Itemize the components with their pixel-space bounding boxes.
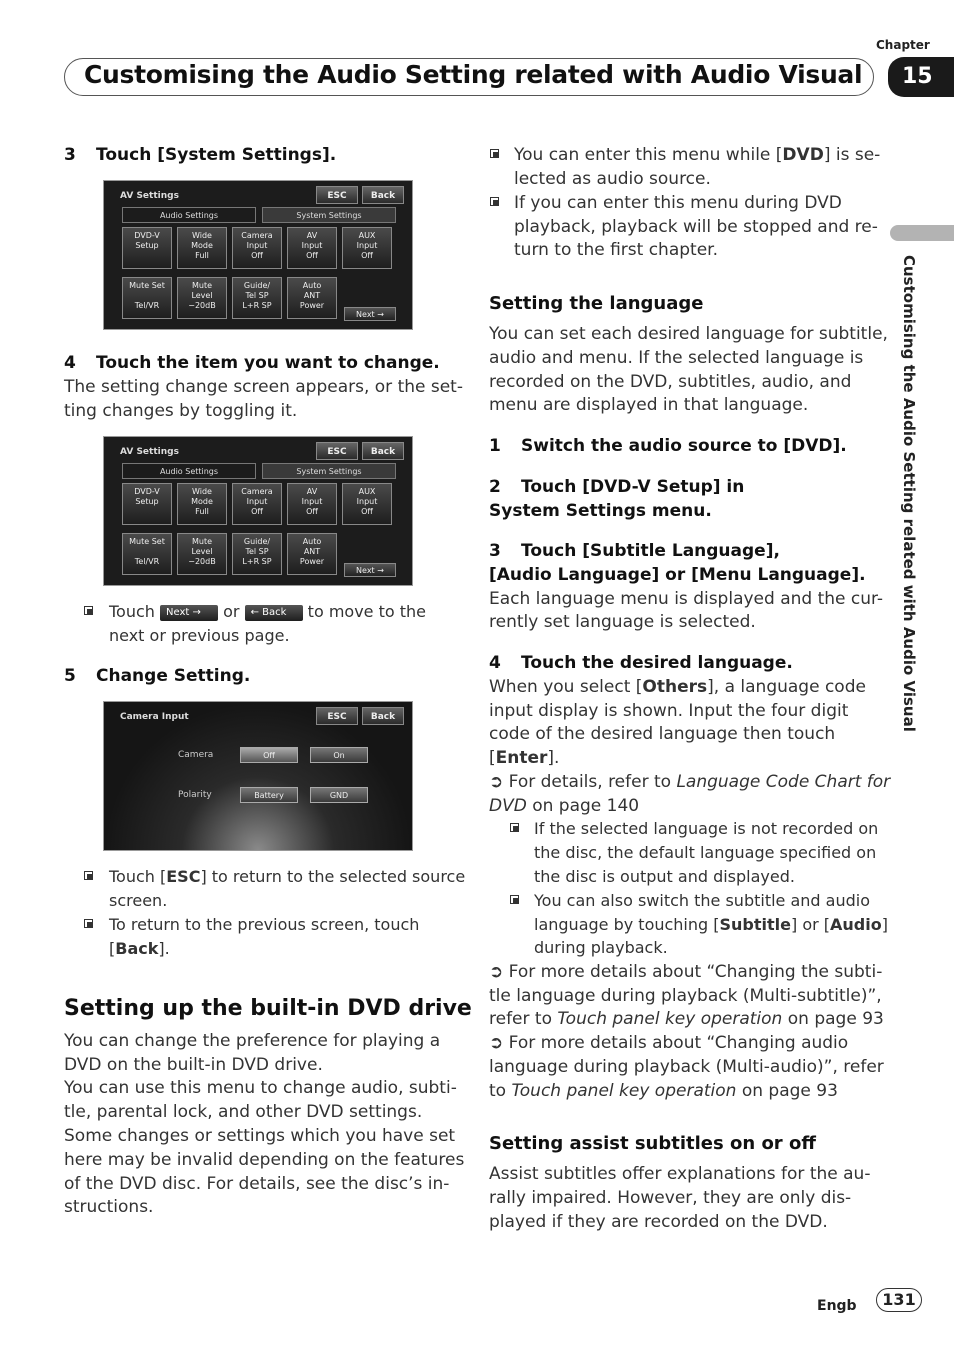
note-text: language by touching [: [534, 915, 720, 934]
back-button: Back: [362, 186, 404, 204]
reference-arrow-icon: ➲: [489, 962, 504, 982]
note-text: ] to return to the selected source: [200, 867, 466, 886]
note-text: Touch [: [109, 867, 167, 886]
lang-step-1: [489, 434, 847, 458]
note-text: [: [109, 939, 116, 958]
note-playback-line-3: turn to the first chapter.: [514, 240, 718, 260]
ref-text: to: [489, 1081, 512, 1101]
reference-multi-audio-1: [489, 1031, 848, 1055]
side-tab-marker: [890, 225, 954, 241]
step-4-touch-item: [64, 351, 440, 375]
section-line: structions.: [64, 1197, 154, 1217]
reference-multi-subtitle-2: tle language during playback (Multi-subtitle)”,: [489, 986, 882, 1006]
note-text: ] or [: [790, 915, 831, 934]
ref-text: on page 140: [526, 796, 640, 816]
lang-step-4: [489, 651, 793, 675]
note-esc: [109, 865, 465, 889]
note-text: ]: [881, 915, 888, 934]
subnote-2-line-2: [534, 913, 888, 937]
desc-text: [: [489, 748, 496, 768]
note-bullet-icon: [510, 823, 519, 832]
step-text: Touch [System Settings].: [96, 145, 337, 165]
next-button: Next →: [344, 563, 396, 577]
section-line: here may be invalid depending on the features: [64, 1150, 465, 1170]
tab-audio-settings: Audio Settings: [122, 463, 256, 479]
mute-level-button: Mute Level −20dB: [177, 533, 227, 575]
note-playback-line-1: If you can enter this menu during DVD: [514, 193, 842, 213]
note-text: to move to the: [307, 602, 426, 621]
language-line: audio and menu. If the selected language is: [489, 348, 864, 368]
reference-arrow-icon: ➲: [489, 772, 504, 792]
polarity-battery-button: Battery: [240, 787, 298, 803]
heading-assist-subtitles: Setting assist subtitles on or off: [489, 1133, 816, 1154]
camera-input-button: Camera Input Off: [232, 483, 282, 525]
section-line: of the DVD disc. For details, see the disc’s in-: [64, 1174, 450, 1194]
screenshot-camera-input: [103, 701, 413, 851]
back-inline-button-image: ← Back: [245, 605, 303, 621]
key-esc: ESC: [166, 867, 201, 886]
chapter-label: Chapter: [876, 38, 930, 52]
chapter-number-badge: 15: [888, 57, 954, 97]
screen-title: Camera Input: [120, 712, 189, 722]
section-line: DVD on the built-in DVD drive.: [64, 1055, 323, 1075]
screen-title: AV Settings: [120, 191, 179, 201]
step-number: 5: [64, 666, 76, 686]
step-text: Change Setting.: [96, 666, 251, 686]
tab-audio-settings: Audio Settings: [122, 207, 256, 223]
note-text: or: [223, 602, 240, 621]
step-3-system-settings: [64, 143, 336, 167]
note-bullet-icon: [84, 606, 93, 615]
next-inline-button-image: Next →: [160, 605, 218, 621]
lang-step-4-desc-3: code of the desired language then touch: [489, 724, 836, 744]
assist-line: played if they are recorded on the DVD.: [489, 1212, 828, 1232]
reference-language-code-line-2: [489, 794, 639, 818]
step-text: Touch the desired language.: [521, 653, 793, 673]
key-others: Others: [642, 677, 708, 697]
tab-system-settings: System Settings: [262, 207, 396, 223]
subnote-1-line-3: the disc is output and displayed.: [534, 867, 795, 886]
ref-text: on page 93: [782, 1009, 884, 1029]
wide-mode-button: Wide Mode Full: [177, 483, 227, 525]
screenshot-av-settings-2: [103, 436, 413, 586]
note-dvd-source: [514, 143, 880, 167]
guide-tel-sp-button: Guide/ Tel SP L+R SP: [232, 533, 282, 575]
note-bullet-icon: [490, 197, 499, 206]
next-button: Next →: [344, 307, 396, 321]
assist-line: Assist subtitles offer explanations for the au-: [489, 1164, 871, 1184]
section-line: tle, parental lock, and other DVD settings.: [64, 1102, 423, 1122]
tab-system-settings: System Settings: [262, 463, 396, 479]
step-number: 4: [64, 353, 76, 373]
mute-level-button: Mute Level −20dB: [177, 277, 227, 319]
lang-step-3-desc-1: Each language menu is displayed and the cur-: [489, 589, 884, 609]
note-text: ] is se-: [823, 145, 881, 165]
language-line: You can set each desired language for subtitle,: [489, 324, 888, 344]
key-enter: Enter: [495, 748, 548, 768]
note-bullet-icon: [510, 895, 519, 904]
lang-step-4-desc-4: [489, 746, 559, 770]
lang-step-2-line-2: System Settings menu.: [489, 501, 712, 521]
ref-text: refer to: [489, 1009, 558, 1029]
step-text: Touch [DVD-V Setup] in: [521, 477, 745, 497]
section-line: You can change the preference for playing a: [64, 1031, 441, 1051]
step-number: 3: [64, 145, 76, 165]
key-audio: Audio: [830, 915, 882, 934]
note-bullet-icon: [490, 149, 499, 158]
note-bullet-icon: [84, 919, 93, 928]
side-running-title: Customising the Audio Setting related with Audio Visual: [900, 255, 918, 732]
esc-button: ESC: [316, 186, 358, 204]
lang-step-4-desc-1: [489, 675, 866, 699]
reference-multi-subtitle-3: [489, 1007, 884, 1031]
desc-text: ].: [547, 748, 560, 768]
dvd-v-setup-button: DVD-V Setup: [122, 483, 172, 525]
av-input-button: AV Input Off: [287, 483, 337, 525]
assist-line: rally impaired. However, they are only dis-: [489, 1188, 852, 1208]
back-button: Back: [362, 442, 404, 460]
heading-setting-language: Setting the language: [489, 293, 704, 314]
section-line: You can use this menu to change audio, subti-: [64, 1078, 457, 1098]
step-text: Switch the audio source to [DVD].: [521, 436, 847, 456]
camera-off-button: Off: [240, 747, 298, 763]
esc-button: ESC: [316, 442, 358, 460]
guide-tel-sp-button: Guide/ Tel SP L+R SP: [232, 277, 282, 319]
key-back: Back: [115, 939, 159, 958]
ref-title: Touch panel key operation: [511, 1081, 737, 1101]
step-number: 1: [489, 436, 501, 456]
subnote-1-line-2: the disc, the default language specified on: [534, 843, 877, 862]
ref-text: on page 93: [736, 1081, 838, 1101]
reference-multi-audio-3: [489, 1079, 838, 1103]
lang-step-3-desc-2: rently set language is selected.: [489, 612, 756, 632]
key-subtitle: Subtitle: [719, 915, 791, 934]
note-dvd-line-2: lected as audio source.: [514, 169, 711, 189]
note-playback-line-2: playback, playback will be stopped and re-: [514, 217, 878, 237]
polarity-gnd-button: GND: [310, 787, 368, 803]
ref-title: Language Code Chart for: [676, 772, 891, 792]
camera-on-button: On: [310, 747, 368, 763]
footer-language: Engb: [817, 1298, 857, 1314]
av-input-button: AV Input Off: [287, 227, 337, 269]
note-text: You can enter this menu while [: [514, 145, 783, 165]
step-4-desc-2: ting changes by toggling it.: [64, 401, 298, 421]
ref-title: DVD: [489, 796, 527, 816]
dvd-v-setup-button: DVD-V Setup: [122, 227, 172, 269]
aux-input-button: AUX Input Off: [342, 227, 392, 269]
lang-step-3: [489, 539, 780, 563]
camera-label: Camera: [178, 750, 214, 760]
note-bullet-icon: [84, 871, 93, 880]
note-touch-line-2: next or previous page.: [109, 626, 290, 645]
language-line: menu are displayed in that language.: [489, 395, 809, 415]
desc-text: ], a language code: [707, 677, 866, 697]
ref-title: Touch panel key operation: [557, 1009, 783, 1029]
step-number: 2: [489, 477, 501, 497]
mute-set-button: Mute Set Tel/VR: [122, 277, 172, 319]
back-button: Back: [362, 707, 404, 725]
reference-language-code: [489, 770, 890, 794]
ref-text: For more details about “Changing audio: [508, 1033, 849, 1053]
reference-multi-audio-2: language during playback (Multi-audio)”, refer: [489, 1057, 884, 1077]
subnote-2-line-3: during playback.: [534, 938, 668, 957]
note-touch-next-back: [109, 600, 426, 624]
reference-arrow-icon: ➲: [489, 1033, 504, 1053]
polarity-label: Polarity: [178, 790, 212, 800]
lang-step-4-desc-2: input display is shown. Input the four digit: [489, 701, 849, 721]
note-back-line-1: To return to the previous screen, touch: [109, 915, 420, 934]
step-text: Touch [Subtitle Language],: [521, 541, 780, 561]
lang-step-2: [489, 475, 744, 499]
aux-input-button: AUX Input Off: [342, 483, 392, 525]
step-text: Touch the item you want to change.: [96, 353, 440, 373]
page-number: 131: [876, 1288, 922, 1312]
section-title-dvd-drive: Setting up the built-in DVD drive: [64, 996, 472, 1021]
auto-ant-button: Auto ANT Power: [287, 277, 337, 319]
desc-text: When you select [: [489, 677, 643, 697]
auto-ant-button: Auto ANT Power: [287, 533, 337, 575]
step-number: 3: [489, 541, 501, 561]
reference-multi-subtitle-1: [489, 960, 882, 984]
subnote-2-line-1: You can also switch the subtitle and audio: [534, 891, 870, 910]
step-4-desc-1: The setting change screen appears, or the set-: [64, 377, 463, 397]
esc-button: ESC: [316, 707, 358, 725]
step-number: 4: [489, 653, 501, 673]
wide-mode-button: Wide Mode Full: [177, 227, 227, 269]
note-esc-line-2: screen.: [109, 891, 168, 910]
lang-step-3-line-2: [Audio Language] or [Menu Language].: [489, 565, 866, 585]
screenshot-av-settings-1: [103, 180, 413, 330]
note-back-line-2: [109, 937, 170, 961]
language-line: recorded on the DVD, subtitles, audio, and: [489, 372, 852, 392]
camera-input-button: Camera Input Off: [232, 227, 282, 269]
ref-text: For details, refer to: [508, 772, 677, 792]
page-title: Customising the Audio Setting related with Audio Visual: [84, 60, 863, 89]
note-text: Touch: [109, 602, 155, 621]
subnote-1-line-1: If the selected language is not recorded on: [534, 819, 879, 838]
mute-set-button: Mute Set Tel/VR: [122, 533, 172, 575]
screen-title: AV Settings: [120, 447, 179, 457]
section-line: Some changes or settings which you have set: [64, 1126, 456, 1146]
key-dvd: DVD: [782, 145, 824, 165]
step-5-change-setting: [64, 664, 250, 688]
note-text: ].: [158, 939, 170, 958]
ref-text: For more details about “Changing the subti-: [508, 962, 883, 982]
